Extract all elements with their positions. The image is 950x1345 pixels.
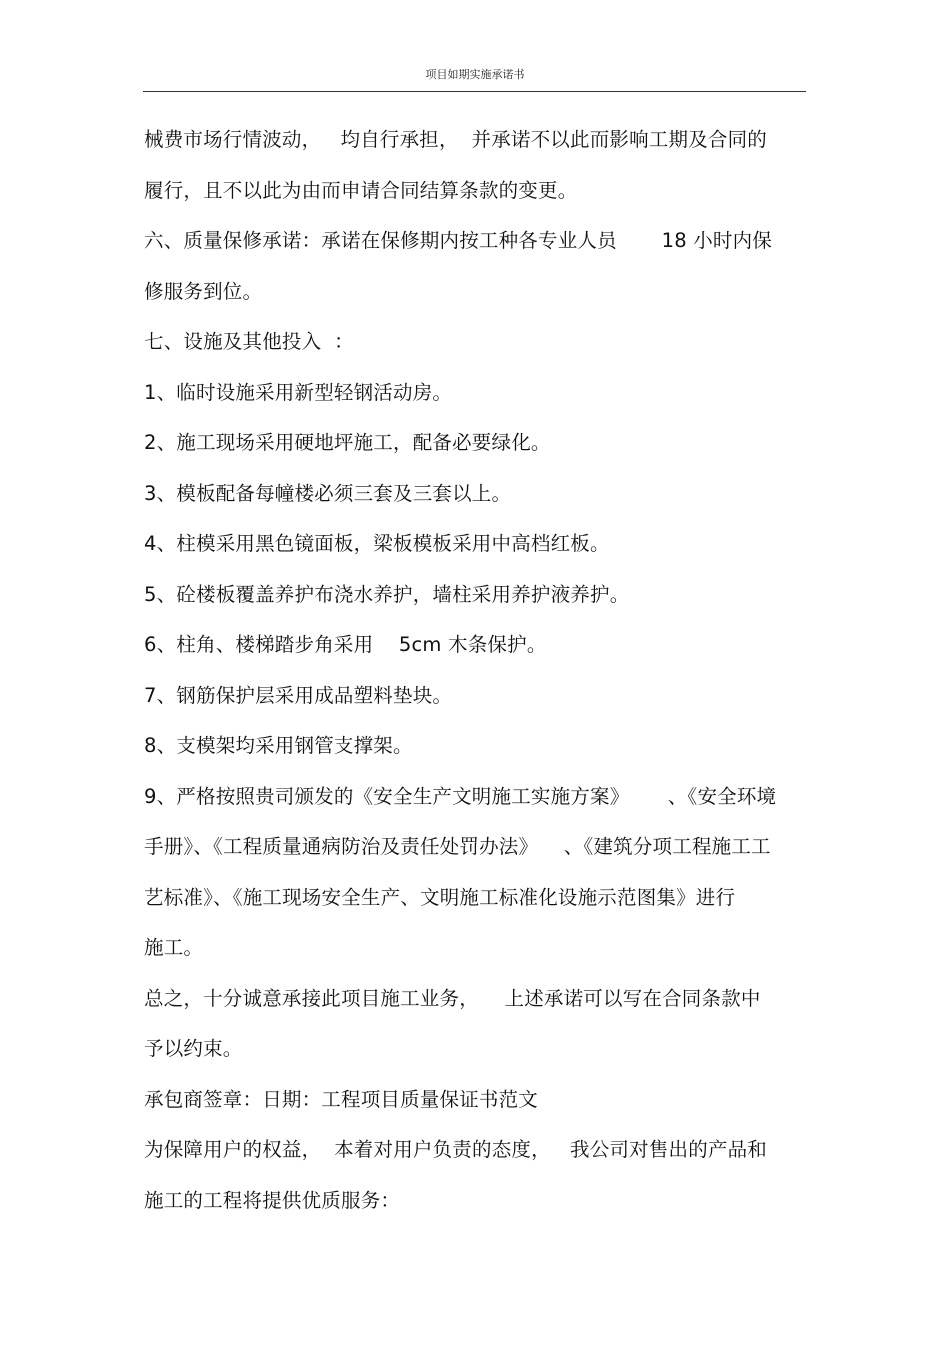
list-item: 5、砼楼板覆盖养护布浇水养护，墙柱采用养护液养护。 [144, 582, 630, 606]
list-item: 4、柱模采用黑色镜面板，梁板模板采用中高档红板。 [144, 532, 610, 555]
text-line: 予以约束。 [144, 1037, 243, 1060]
page-header-title: 项目如期实施承诺书 [425, 68, 525, 81]
text-line: 施工的工程将提供优质服务： [144, 1188, 401, 1212]
text-line: 总之，十分诚意承接此项目施工业务， 上述承诺可以写在合同条款中 [144, 986, 761, 1010]
text-line: 承包商签章：日期：工程项目质量保证书范文 [144, 1087, 539, 1111]
section-heading: 七、设施及其他投入 ： [144, 330, 354, 353]
list-item: 2、施工现场采用硬地坪施工，配备必要绿化。 [144, 431, 551, 454]
list-item: 6、柱角、楼梯踏步角采用 5cm 木条保护。 [144, 633, 547, 656]
text-line: 为保障用户的权益， 本着对用户负责的态度， 我公司对售出的产品和 [144, 1138, 767, 1161]
text-line: 艺标准》、《施工现场安全生产、文明施工标准化设施示范图集》进行 [144, 885, 736, 909]
text-line: 施工。 [144, 936, 204, 959]
text-line: 六、质量保修承诺：承诺在保修期内按工种各专业人员 18 小时内保 [144, 229, 773, 252]
text-line: 修服务到位。 [144, 279, 263, 303]
text-line: 手册》、《工程质量通病防治及责任处罚办法》 、《建筑分项工程施工工 [144, 835, 771, 858]
list-item: 3、模板配备每幢楼必须三套及三套以上。 [144, 481, 512, 505]
text-line: 械费市场行情波动， 均自行承担， 并承诺不以此而影响工期及合同的 [144, 128, 767, 151]
list-item: 7、钢筋保护层采用成品塑料垫块。 [144, 683, 453, 707]
list-item: 8、支模架均采用钢管支撑架。 [144, 734, 413, 757]
list-item: 1、临时设施采用新型轻钢活动房。 [144, 380, 453, 404]
text-line: 履行，且不以此为由而申请合同结算条款的变更。 [144, 178, 578, 202]
document-body [144, 120, 806, 1231]
header-divider [143, 91, 806, 92]
list-item: 9、严格按照贵司颁发的《安全生产文明施工实施方案》 、《安全环境 [144, 784, 777, 808]
